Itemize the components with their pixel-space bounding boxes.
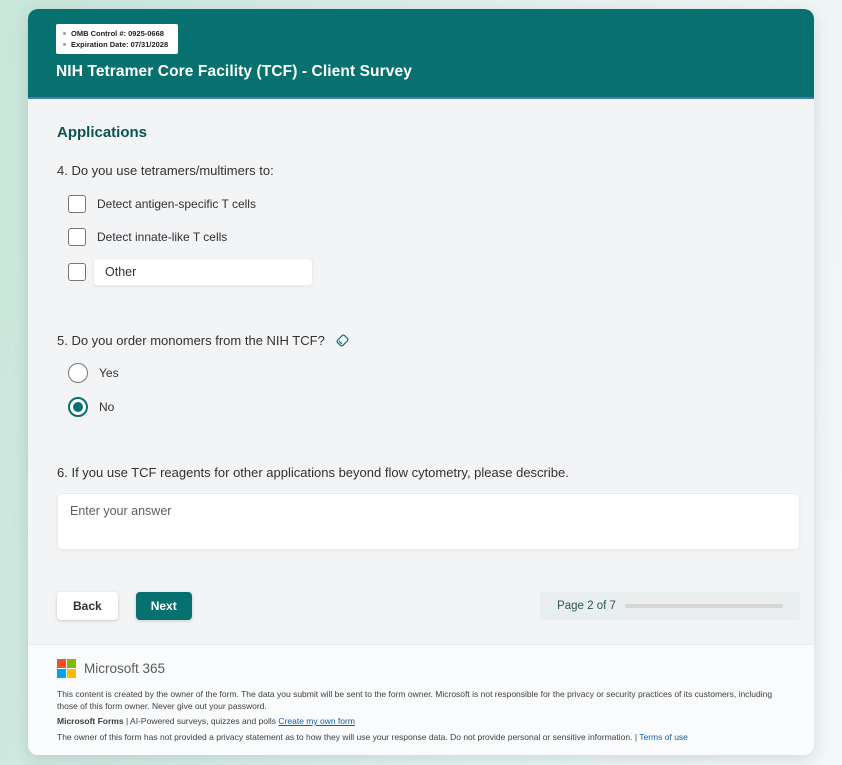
page-title: NIH Tetramer Core Facility (TCF) - Client Survey [56,63,412,80]
brand-name: Microsoft 365 [84,661,166,676]
omb-control-number: OMB Control #: 0925-0668 [63,28,168,39]
form-navigation [57,592,800,620]
page-status: Page 2 of 7 [557,600,616,612]
progress-panel [540,592,800,620]
question-5-label: 5. Do you order monomers from the NIH TCF? [57,333,325,348]
choice-label: Yes [99,366,119,380]
omb-expiration-date: Expiration Date: 07/31/2028 [63,39,168,50]
radio-icon-selected[interactable] [68,397,88,417]
omb-info-box [56,24,178,54]
form-body [28,99,814,644]
checkbox-option-antigen-specific[interactable] [68,195,800,213]
question-6 [57,465,800,555]
checkbox-icon[interactable] [68,228,86,246]
checkbox-option-innate-like[interactable] [68,228,800,246]
checkbox-icon[interactable] [68,263,86,281]
choice-label: Detect antigen-specific T cells [97,197,256,211]
question-4-label: 4. Do you use tetramers/multimers to: [57,163,274,178]
eraser-icon[interactable] [334,332,351,349]
back-button[interactable]: Back [57,592,118,620]
section-title: Applications [57,124,148,141]
forms-promo-line: Microsoft Forms | AI-Powered surveys, quizzes and polls Create my own form [57,716,355,726]
next-button[interactable]: Next [136,592,192,620]
radio-option-yes[interactable] [68,363,800,383]
form-card [28,9,814,755]
form-footer [28,644,814,755]
question-4-choices [68,195,800,286]
terms-of-use-link[interactable]: Terms of use [639,731,688,742]
checkbox-icon[interactable] [68,195,86,213]
create-my-own-form-link[interactable]: Create my own form [278,716,355,726]
checkbox-option-other[interactable] [68,258,800,286]
radio-option-no[interactable] [68,397,800,417]
other-option-input[interactable] [93,258,313,286]
radio-icon-unselected[interactable] [68,363,88,383]
forms-brand: Microsoft Forms [57,716,124,726]
progress-bar [625,604,783,608]
question-5 [57,332,800,417]
choice-label: Detect innate-like T cells [97,230,228,244]
microsoft-logo-icon [57,659,76,678]
brand-row [57,659,786,678]
form-header [28,9,814,99]
answer-textarea[interactable] [57,493,800,550]
privacy-statement-line: The owner of this form has not provided a privacy statement as to how they will use your response data. Do not provide personal or sensitive information. | Terms of use [57,731,688,742]
choice-label: No [99,400,115,414]
question-6-label: 6. If you use TCF reagents for other applications beyond flow cytometry, please describe. [57,465,569,480]
legal-disclaimer: This content is created by the owner of the form. The data you submit will be sent to the form owner. Microsoft is not responsible for the privacy or security practices of its customers, including those of this form owner. Never give out your password. [57,689,773,711]
